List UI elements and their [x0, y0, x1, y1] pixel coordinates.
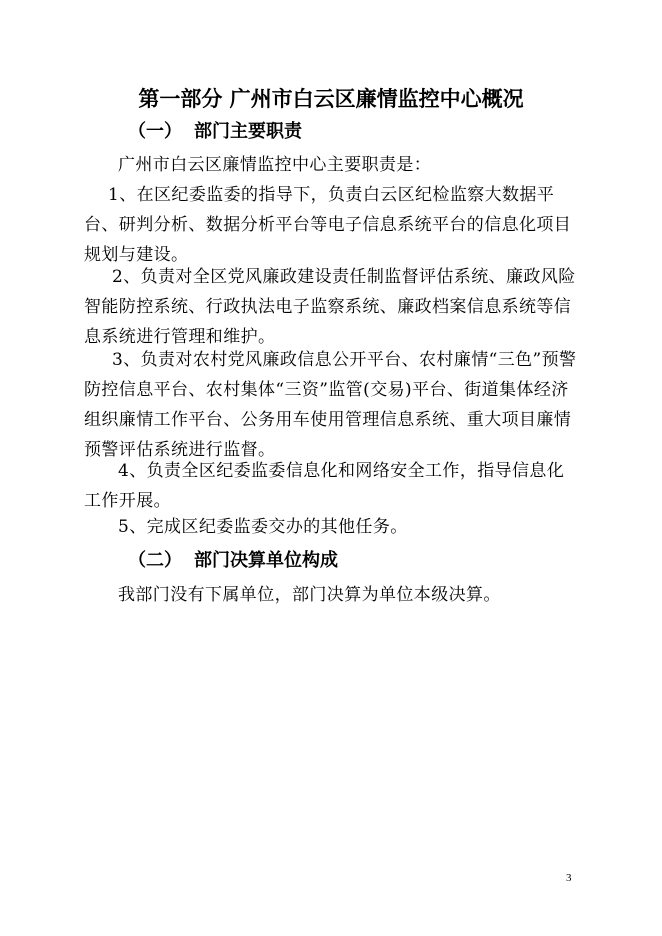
duty-item-3: 3、负责对农村党风廉政信息公开平台、农村廉情“三色”预警防控信息平台、农村集体“三资”监管(交易)平台、街道集体经济组织廉情工作平台、公务用车使用管理信息系统、重大项目廉情预警评估系统进行监督。: [84, 350, 577, 460]
section-number: （一）: [128, 121, 182, 142]
section-number: （二）: [128, 550, 182, 571]
duty-item-1: 1、在区纪委监委的指导下，负责白云区纪检监察大数据平台、研判分析、数据分析平台等电子信息系统平台的信息化项目规划与建设。: [84, 185, 572, 265]
section-heading-duties: [128, 119, 302, 145]
section-heading-text: 部门主要职责: [194, 121, 302, 142]
units-body: 我部门没有下属单位，部门决算为单位本级决算。: [118, 585, 501, 605]
page-title: 第一部分 广州市白云区廉情监控中心概况: [138, 87, 524, 111]
duty-item-4: 4、负责全区纪委监委信息化和网络安全工作，指导信息化工作开展。: [84, 461, 565, 511]
duty-item-5: 5、完成区纪委监委交办的其他任务。: [118, 517, 408, 537]
section-heading-units: [128, 548, 338, 574]
duty-item-2: 2、负责对全区党风廉政建设责任制监督评估系统、廉政风险智能防控系统、行政执法电子监察系统、廉政档案信息系统等信息系统进行管理和维护。: [84, 267, 576, 347]
page-number: 3: [566, 872, 572, 884]
duties-intro: 广州市白云区廉情监控中心主要职责是：: [118, 155, 432, 175]
section-heading-text: 部门决算单位构成: [194, 550, 338, 571]
